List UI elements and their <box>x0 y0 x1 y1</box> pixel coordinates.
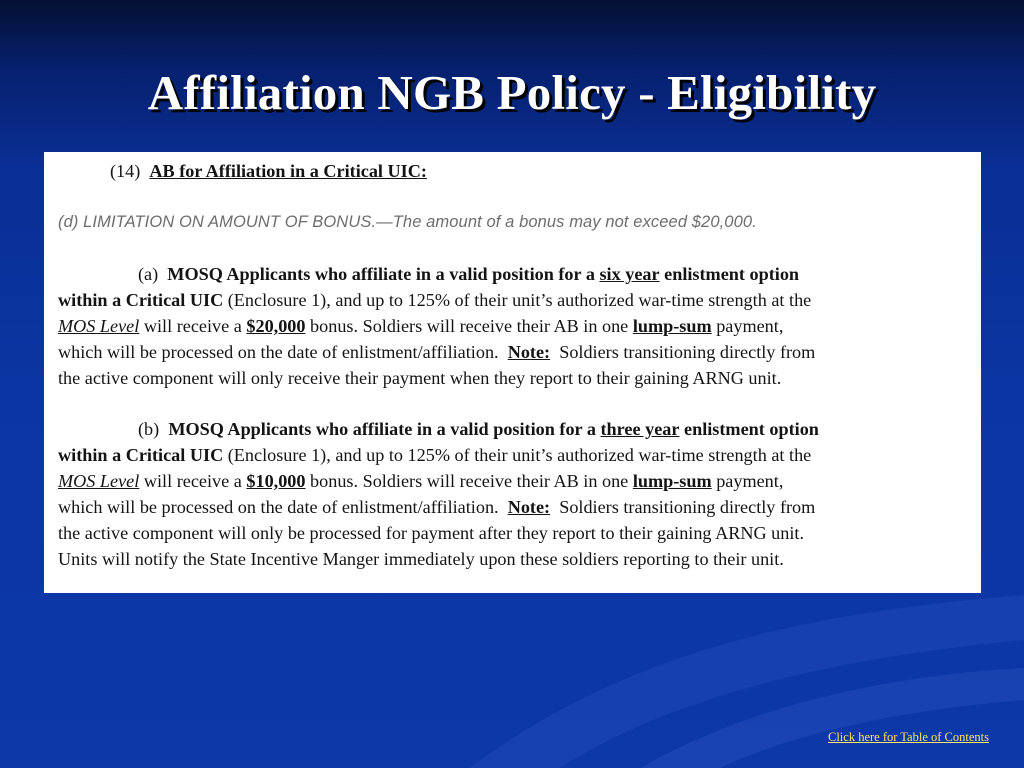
para-b-line-2: within a Critical UIC (Enclosure 1), and up to 125% of their unit’s authorized war-time strength at the <box>58 445 812 465</box>
para-b-line-4: which will be processed on the date of enlistment/affiliation. Note: Soldiers transitioning directly from <box>58 497 816 517</box>
heading-text: AB for Affiliation in a Critical UIC: <box>149 161 427 181</box>
policy-document <box>44 152 981 593</box>
para-a-line-2: within a Critical UIC (Enclosure 1), and up to 125% of their unit’s authorized war-time strength at the <box>58 290 812 310</box>
heading <box>110 158 427 184</box>
bonus-amount-a: $20,000 <box>246 316 306 336</box>
para-b-line-6: Units will notify the State Incentive Manger immediately upon these soldiers reporting to their unit. <box>58 549 784 569</box>
term-six-year: six year <box>599 264 660 284</box>
note-label: Note: <box>507 497 551 517</box>
para-a-line-3: MOS Level will receive a $20,000 bonus. Soldiers will receive their AB in one lump-sum payment, <box>58 316 784 336</box>
mos-level: MOS Level <box>58 316 140 336</box>
para-a-line-1: (a) MOSQ Applicants who affiliate in a valid position for a six year enlistment option <box>138 264 800 284</box>
para-b-line-1: (b) MOSQ Applicants who affiliate in a valid position for a three year enlistment option <box>138 419 819 439</box>
bonus-amount-b: $10,000 <box>246 471 306 491</box>
mos-level: MOS Level <box>58 471 140 491</box>
para-a-line-4: which will be processed on the date of enlistment/affiliation. Note: Soldiers transitioning directly from <box>58 342 816 362</box>
limitation-text: (d) LIMITATION ON AMOUNT OF BONUS.—The amount of a bonus may not exceed $20,000. <box>58 213 757 231</box>
table-of-contents-link[interactable]: Click here for Table of Contents <box>827 730 989 744</box>
note-label: Note: <box>507 342 551 362</box>
heading-number: (14) <box>110 161 141 181</box>
slide-title: Affiliation NGB Policy - Eligibility <box>147 65 877 120</box>
para-a-line-5: the active component will only receive their payment when they report to their gaining ARNG unit. <box>58 368 782 388</box>
para-b-line-5: the active component will only be processed for payment after they report to their gaining ARNG unit. <box>58 523 804 543</box>
para-b-line-3: MOS Level will receive a $10,000 bonus. Soldiers will receive their AB in one lump-sum payment, <box>58 471 784 491</box>
term-three-year: three year <box>600 419 680 439</box>
